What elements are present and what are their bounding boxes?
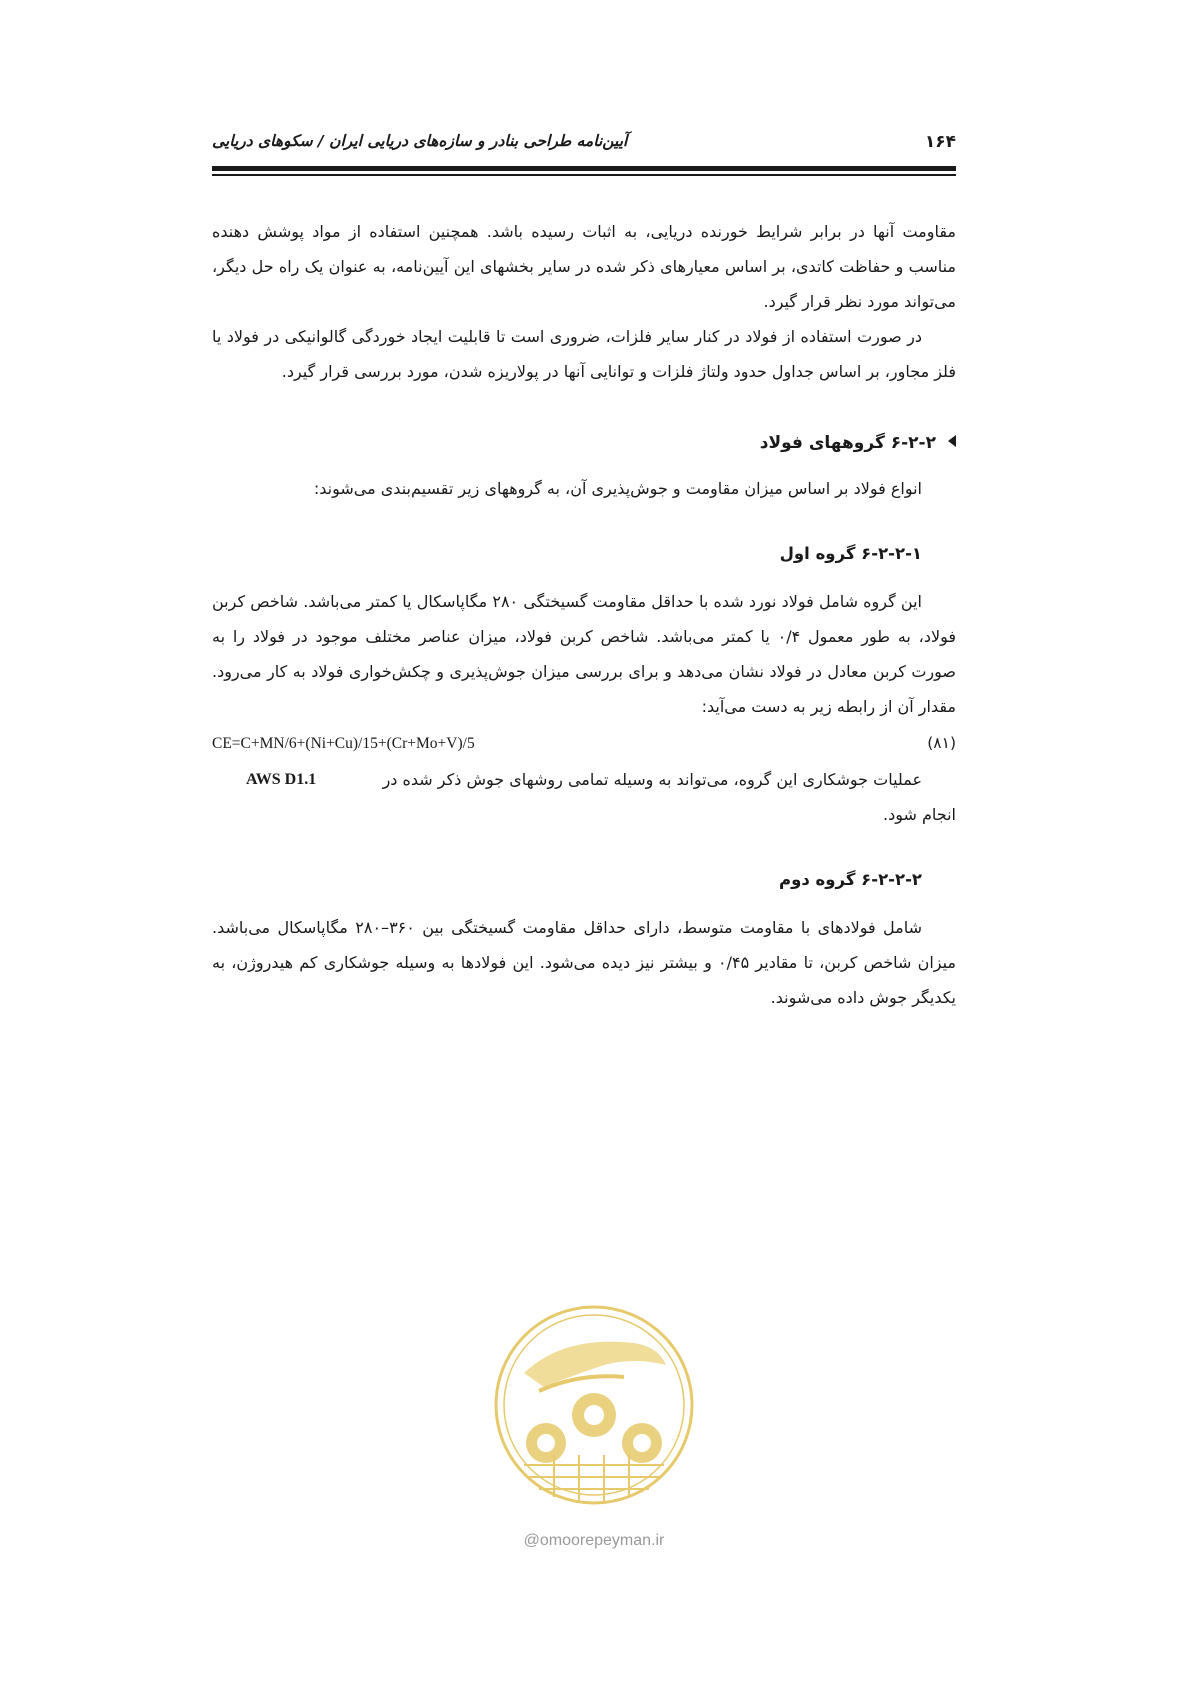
- aws-standard: AWS D1.1: [246, 771, 317, 788]
- group2-block: [212, 910, 956, 1015]
- publisher-logo: [484, 1295, 704, 1515]
- section-bullet-icon: [948, 435, 956, 447]
- group1-paragraph: این گروه شامل فولاد نورد شده با حداقل مقاومت گسیختگی ۲۸۰ مگاپاسکال یا کمتر می‌باشد. شاخص کربن فولاد، به طور معمول ۰/۴ یا کمتر می‌باشد. شاخص کربن فولاد، میزان عناصر مختلف موجود در فولاد را به صورت کربن معادل در فولاد نشان می‌دهد و برای بررسی میزان جوش‌پذیری و چکش‌خواری فولاد به کار می‌رود. مقدار آن از رابطه زیر به دست می‌آید:: [212, 592, 956, 716]
- header-rule-thin: [212, 174, 956, 176]
- section-heading-text: ۶-۲-۲ گروههای فولاد: [759, 433, 936, 453]
- running-title: آیین‌نامه طراحی بنادر و سازه‌های دریایی ایران / سکوهای دریایی: [212, 132, 628, 150]
- welding-text-end: انجام شود.: [883, 805, 956, 824]
- body-content: [212, 214, 956, 1015]
- group2-heading: ۶-۲-۲-۲ گروه دوم: [779, 870, 922, 889]
- group1-heading: ۶-۲-۲-۱ گروه اول: [779, 544, 922, 563]
- welding-text: عملیات جوشکاری این گروه، می‌تواند به وسیله تمامی روشهای جوش ذکر شده در: [382, 770, 922, 789]
- carbon-equivalent-formula: CE=C+MN/6+(Ni+Cu)/15+(Cr+Mo+V)/5: [212, 735, 475, 752]
- group2-paragraph: شامل فولادهای با مقاومت متوسط، دارای حداقل مقاومت گسیختگی بین ۳۶۰–۲۸۰ مگاپاسکال می‌باشد. میزان شاخص کربن، تا مقادیر ۰/۴۵ و بیشتر نیز دیده می‌شود. این فولادها به وسیله جوشکاری کم هیدروژن، به یکدیگر جوش داده می‌شوند.: [212, 918, 957, 1007]
- page-header: [212, 128, 956, 160]
- publisher-seal-icon: [484, 1295, 704, 1515]
- equation-number: (۸۱): [927, 734, 956, 752]
- paragraph-coating: مقاومت آنها در برابر شرایط خورنده دریایی، به اثبات رسیده باشد. همچنین استفاده از مواد پوشش دهنده مناسب و حفاظت کاتدی، بر اساس معیارهای ذکر شده در سایر بخشهای این آیین‌نامه، به عنوان یک راه حل دیگر، می‌تواند مورد نظر قرار گیرد.: [212, 222, 956, 311]
- header-rule-thick: [212, 166, 956, 171]
- page-number: ۱۶۴: [924, 132, 956, 152]
- watermark-site: @omoorepeyman.ir: [523, 1532, 665, 1549]
- formula-row: [212, 726, 956, 762]
- group1-block: [212, 584, 956, 832]
- section-heading: [212, 425, 956, 461]
- welding-paragraph: [212, 762, 956, 832]
- section-intro: انواع فولاد بر اساس میزان مقاومت و جوش‌پذیری آن، به گروههای زیر تقسیم‌بندی می‌شوند:: [313, 479, 922, 498]
- paragraph-galvanic: در صورت استفاده از فولاد در کنار سایر فلزات، ضروری است تا قابلیت ایجاد خوردگی گالوانیکی در فولاد یا فلز مجاور، بر اساس جداول حدود ولتاژ فلزات و توانایی آنها در پولاریزه شدن، مورد بررسی قرار گیرد.: [212, 327, 956, 381]
